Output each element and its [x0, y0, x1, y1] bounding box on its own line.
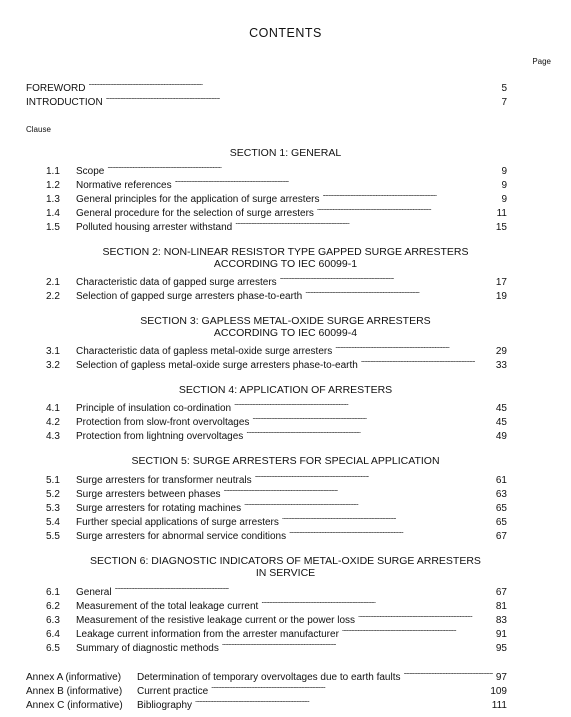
page-number: 11 [496, 208, 507, 219]
section-heading-1: SECTION 1: GENERAL [229, 147, 342, 159]
dot-leader [224, 484, 493, 497]
dot-leader [403, 667, 492, 680]
dot-leader [195, 695, 489, 708]
toc-entry-annex-c[interactable] [26, 695, 507, 711]
toc-entry[interactable] [46, 470, 507, 486]
entry-title: Normative references [76, 180, 172, 191]
toc-entry[interactable] [46, 272, 507, 288]
clause-number: 4.2 [46, 417, 60, 428]
page-number: 109 [490, 686, 507, 697]
clause-number: 4.3 [46, 431, 60, 442]
toc-entry[interactable] [46, 217, 507, 233]
toc-entry[interactable] [46, 596, 507, 612]
page-number: 9 [501, 180, 507, 191]
toc-entry-annex-b[interactable] [26, 681, 507, 697]
dot-leader [252, 412, 492, 425]
clause-number: 3.1 [46, 346, 60, 357]
toc-entry[interactable] [46, 610, 507, 626]
toc-entry[interactable] [46, 175, 507, 191]
clause-number: 5.1 [46, 475, 60, 486]
toc-entry[interactable] [46, 638, 507, 654]
page-number: 49 [495, 431, 507, 442]
annex-label: Annex B (informative) [26, 686, 123, 697]
toc-entry[interactable] [46, 286, 507, 302]
toc-entry[interactable] [46, 526, 507, 542]
entry-title: FOREWORD [26, 83, 86, 94]
entry-title: Selection of gapped surge arresters phase-to-earth [76, 291, 303, 302]
entry-title: Surge arresters between phases [76, 489, 221, 500]
dot-leader [107, 161, 498, 174]
page-number: 97 [495, 672, 507, 683]
toc-entry[interactable] [46, 203, 507, 219]
section-heading-2-line2: ACCORDING TO IEC 60099-1 [213, 258, 358, 270]
page-number: 61 [495, 475, 507, 486]
section-heading-4: SECTION 4: APPLICATION OF ARRESTERS [178, 384, 393, 396]
dot-leader [335, 341, 493, 354]
dot-leader [305, 286, 493, 299]
clause-number: 6.4 [46, 629, 60, 640]
dot-leader [175, 175, 499, 188]
section-heading-6-line2: IN SERVICE [255, 567, 316, 579]
entry-title: INTRODUCTION [26, 97, 103, 108]
entry-title: General procedure for the selection of surge arresters [76, 208, 314, 219]
page-number: 63 [495, 489, 507, 500]
page-number: 17 [495, 277, 507, 288]
page-number: 45 [495, 403, 507, 414]
dot-leader [246, 426, 493, 439]
dot-leader [106, 92, 499, 105]
page-number: 15 [495, 222, 507, 233]
dot-leader [234, 398, 493, 411]
page-number: 81 [495, 601, 507, 612]
clause-number: 1.5 [46, 222, 60, 233]
clause-number: 1.4 [46, 208, 60, 219]
clause-number: 5.4 [46, 517, 60, 528]
toc-entry-foreword[interactable] [26, 78, 507, 94]
page-number: 19 [495, 291, 507, 302]
entry-title: Leakage current information from the arrester manufacturer [76, 629, 339, 640]
page-number: 9 [501, 194, 507, 205]
toc-entry[interactable] [46, 412, 507, 428]
dot-leader [211, 681, 487, 694]
dot-leader [361, 355, 493, 368]
section-heading-2: SECTION 2: NON-LINEAR RESISTOR TYPE GAPPED SURGE ARRESTERS [102, 246, 469, 258]
dot-leader [88, 78, 498, 91]
dot-leader [282, 512, 493, 525]
page-number: 95 [495, 643, 507, 654]
toc-entry[interactable] [46, 426, 507, 442]
section-heading-5: SECTION 5: SURGE ARRESTERS FOR SPECIAL APPLICATION [131, 455, 440, 467]
entry-title: Selection of gapless metal-oxide surge arresters phase-to-earth [76, 360, 358, 371]
page-number: 67 [495, 531, 507, 542]
clause-number: 6.5 [46, 643, 60, 654]
toc-entry[interactable] [46, 624, 507, 640]
entry-title: Protection from slow-front overvoltages [76, 417, 250, 428]
page-number: 9 [501, 166, 507, 177]
dot-leader [358, 610, 493, 623]
toc-entry[interactable] [46, 355, 507, 371]
clause-number: 2.2 [46, 291, 60, 302]
page-column-label: Page [532, 57, 551, 66]
page-number: 91 [495, 629, 507, 640]
page-number: 5 [501, 83, 507, 94]
section-heading-6: SECTION 6: DIAGNOSTIC INDICATORS OF METAL-OXIDE SURGE ARRESTERS [90, 555, 481, 567]
entry-title: Surge arresters for transformer neutrals [76, 475, 252, 486]
dot-leader [235, 217, 493, 230]
page-number: 83 [495, 615, 507, 626]
page-title: CONTENTS [249, 26, 322, 40]
entry-title: Polluted housing arrester withstand [76, 222, 233, 233]
toc-entry[interactable] [46, 189, 507, 205]
entry-title: Summary of diagnostic methods [76, 643, 219, 654]
entry-title: Measurement of the resistive leakage current or the power loss [76, 615, 356, 626]
entry-title: Surge arresters for abnormal service conditions [76, 531, 287, 542]
entry-title: Characteristic data of gapped surge arresters [76, 277, 277, 288]
page-number: 7 [501, 97, 507, 108]
clause-number: 4.1 [46, 403, 60, 414]
clause-number: 2.1 [46, 277, 60, 288]
clause-number: 3.2 [46, 360, 60, 371]
entry-title: Surge arresters for rotating machines [76, 503, 242, 514]
entry-title: Further special applications of surge arresters [76, 517, 279, 528]
page-number: 111 [491, 700, 507, 711]
dot-leader [222, 638, 493, 651]
entry-title: General principles for the application of surge arresters [76, 194, 320, 205]
dot-leader [289, 526, 493, 539]
dot-leader [317, 203, 494, 216]
page-number: 45 [495, 417, 507, 428]
clause-column-label: Clause [26, 125, 51, 134]
clause-number: 1.1 [46, 166, 60, 177]
page-number: 67 [495, 587, 507, 598]
toc-entry[interactable] [46, 398, 507, 414]
page-number: 65 [495, 517, 507, 528]
annex-label: Annex C (informative) [26, 700, 123, 711]
toc-entry[interactable] [46, 484, 507, 500]
section-heading-3: SECTION 3: GAPLESS METAL-OXIDE SURGE ARRESTERS [140, 315, 431, 327]
clause-number: 1.3 [46, 194, 60, 205]
entry-title: Measurement of the total leakage current [76, 601, 259, 612]
entry-title: Determination of temporary overvoltages due to earth faults [137, 672, 401, 683]
page-number: 29 [495, 346, 507, 357]
toc-entry[interactable] [46, 512, 507, 528]
clause-number: 6.3 [46, 615, 60, 626]
clause-number: 6.1 [46, 587, 60, 598]
entry-title: Bibliography [137, 700, 193, 711]
dot-leader [115, 582, 493, 595]
section-heading-3-line2: ACCORDING TO IEC 60099-4 [213, 327, 358, 339]
toc-entry-annex-a[interactable] [26, 667, 507, 683]
clause-number: 5.3 [46, 503, 60, 514]
annex-label: Annex A (informative) [26, 672, 122, 683]
dot-leader [342, 624, 493, 637]
entry-title: Scope [76, 166, 105, 177]
entry-title: General [76, 587, 112, 598]
clause-number: 5.2 [46, 489, 60, 500]
dot-leader [244, 498, 493, 511]
page-number: 65 [495, 503, 507, 514]
toc-entry-introduction[interactable] [26, 92, 507, 108]
toc-entry[interactable] [46, 582, 507, 598]
dot-leader [255, 470, 493, 483]
clause-number: 1.2 [46, 180, 60, 191]
entry-title: Current practice [137, 686, 209, 697]
dot-leader [322, 189, 498, 202]
dot-leader [261, 596, 493, 609]
toc-entry[interactable] [46, 498, 507, 514]
toc-entry[interactable] [46, 341, 507, 357]
page-number: 33 [495, 360, 507, 371]
clause-number: 6.2 [46, 601, 60, 612]
entry-title: Characteristic data of gapless metal-oxide surge arresters [76, 346, 333, 357]
entry-title: Principle of insulation co-ordination [76, 403, 232, 414]
entry-title: Protection from lightning overvoltages [76, 431, 244, 442]
toc-entry[interactable] [46, 161, 507, 177]
clause-number: 5.5 [46, 531, 60, 542]
dot-leader [280, 272, 493, 285]
